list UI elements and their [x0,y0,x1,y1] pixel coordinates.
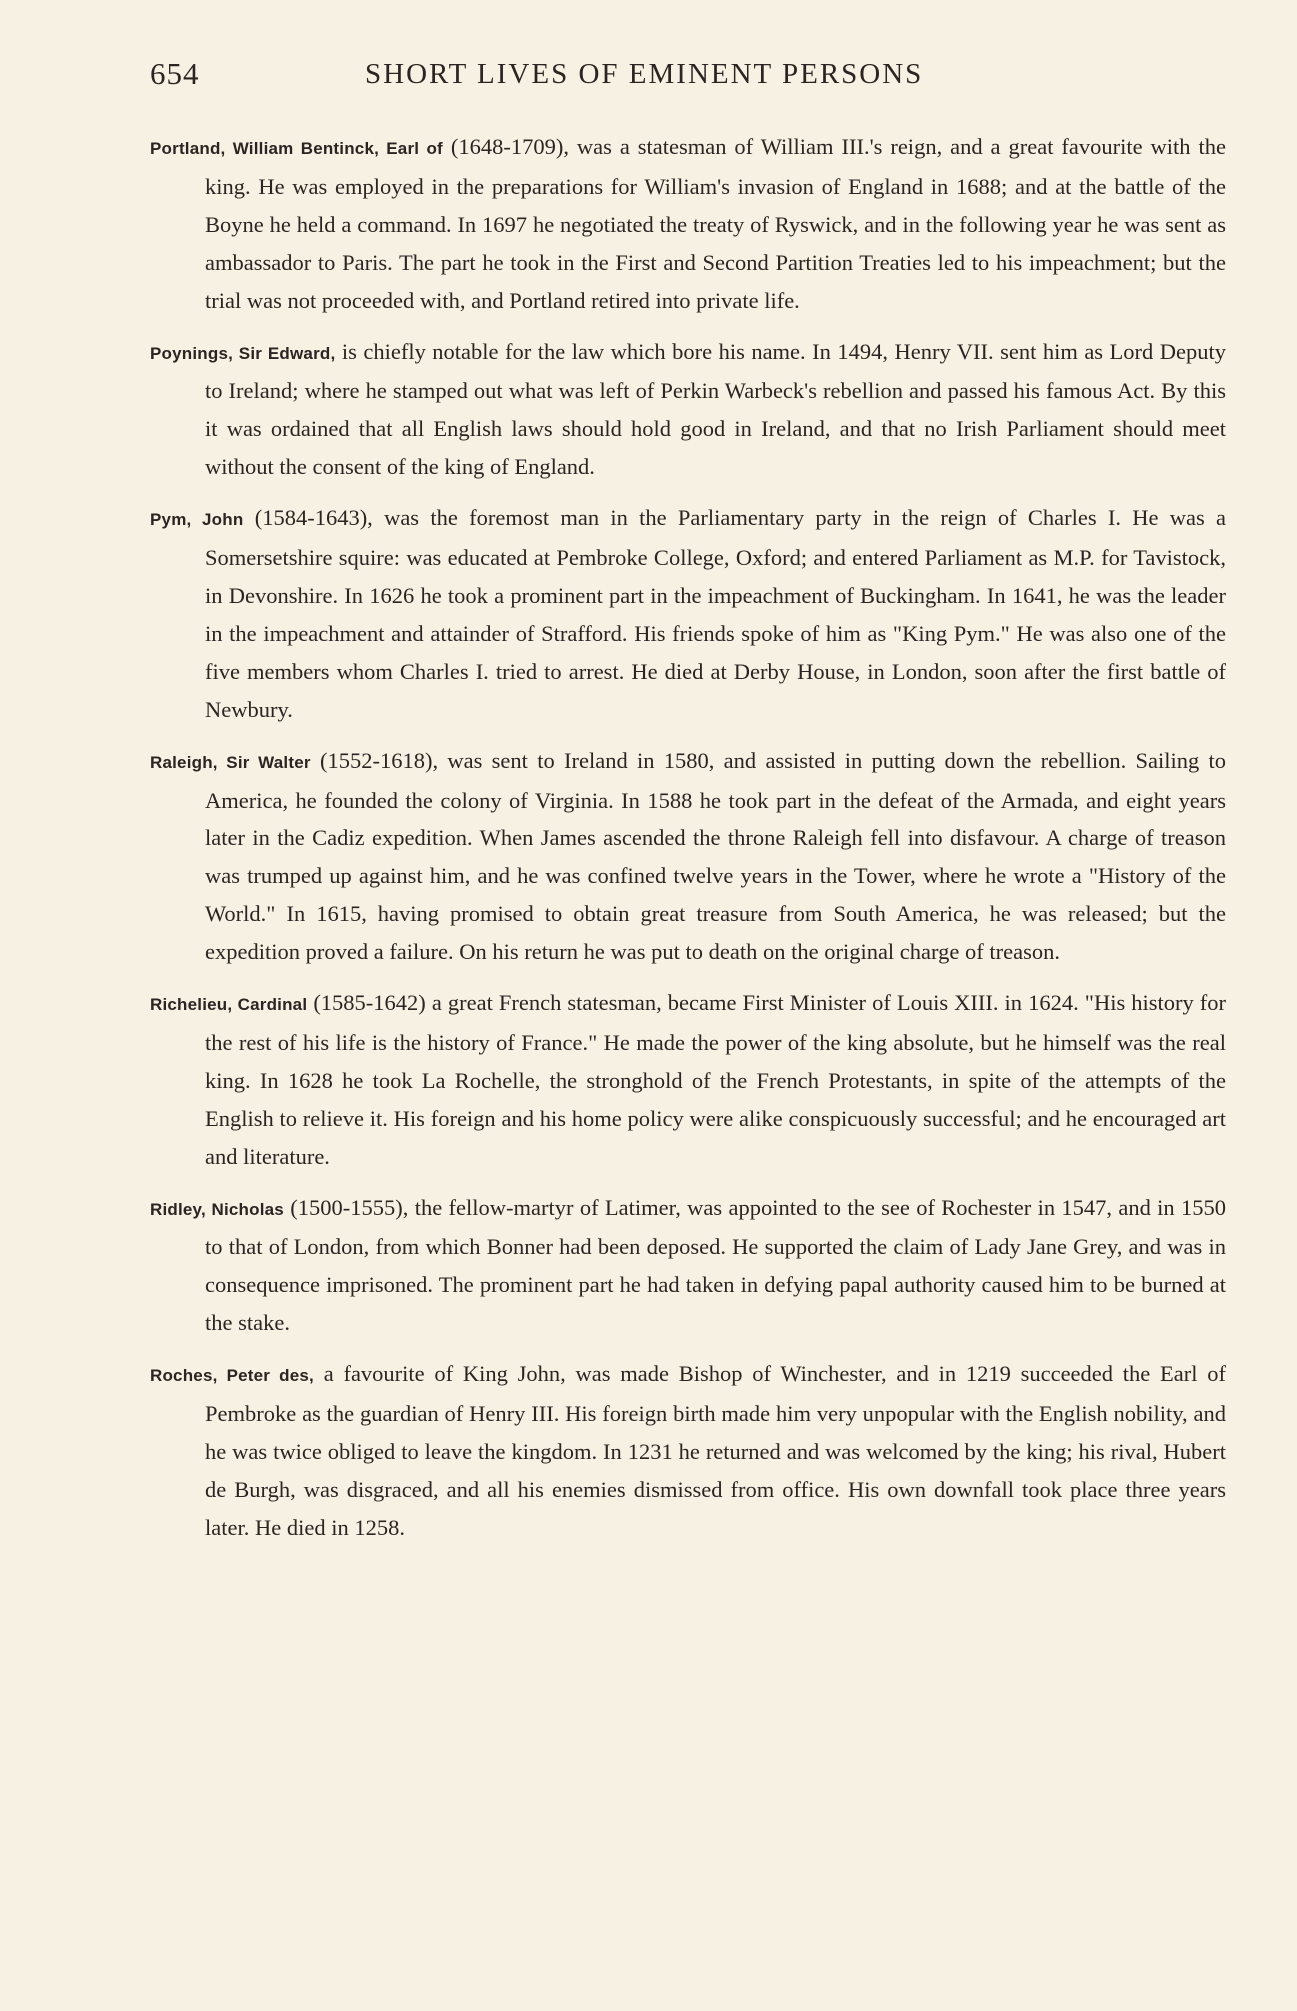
entry-headword: Portland, William Bentinck, Earl of [150,139,443,158]
entry-text: a favourite of King John, was made Bishop of Winchester, and in 1219 succeeded the Earl of Pembroke as the guardian of Henry III. His foreign birth made him very unpopular with the English nobility, and he was twice obliged to leave the kingdom. In 1231 he returned and was welcomed by the king; his rival, Hubert de Burgh, was disgraced, and all his enemies dismissed from office. His own downfall took place three years later. He died in 1258. [205,1361,1226,1540]
entry-text: (1500-1555), the fellow-martyr of Latimer, was appointed to the see of Rochester in 1547, and in 1550 to that of London, from which Bonner had been deposed. He supported the claim of Lady Jane Grey, and was in consequence imprisoned. The prominent part he had taken in defying papal authority caused him to be burned at the stake. [205,1194,1226,1336]
entry-ridley [150,1189,1226,1343]
running-title: SHORT LIVES OF EMINENT PERSONS [365,58,924,90]
entry-text: is chiefly notable for the law which bore his name. In 1494, Henry VII. sent him as Lord Deputy to Ireland; where he stamped out what was left of Perkin Warbeck's rebellion and passed his famous Act. By this it was ordained that all English laws should hold good in Ireland, and that no Irish Parliament should meet without the consent of the king of England. [205,338,1226,480]
entry-headword: Raleigh, Sir Walter [150,752,311,772]
entry-pym [150,499,1226,728]
entry-headword: Richelieu, Cardinal [150,995,308,1015]
entry-text: (1648-1709), was a statesman of William III.'s reign, and a great favourite with the king. He was employed in the preparations for William's invasion of England in 1688; and at the battle of the Boyne he held a command. In 1697 he negotiated the treaty of Ryswick, and in the following year he was sent as ambassador to Paris. The part he took in the First and Second Partition Treaties led to his impeachment; but the trial was not proceeded with, and Portland retired into private life. [205,134,1226,313]
entry-text: (1552-1618), was sent to Ireland in 1580, and assisted in putting down the rebellion. Sailing to America, he founded the colony of Virginia. In 1588 he took part in the defeat of the Armada, and eight years later in the Cadiz expedition. When James ascended the throne Raleigh fell into disfavour. A charge of treason was trumped up against him, and he was confined twelve years in the Tower, where he wrote a "History of the World." In 1615, having promised to obtain great treasure from South America, he was released; but the expedition proved a failure. On his return he was put to death on the original charge of treason. [205,747,1227,965]
running-head [150,56,1230,96]
entry-headword: Poynings, Sir Edward, [150,343,336,363]
page-number: 654 [150,56,200,91]
entry-text: (1584-1643), was the foremost man in the Parliamentary party in the reign of Charles I. He was a Somersetshire squire: was educated at Pembroke College, Oxford; and entered Parliament as M.P. for Tavistock, in Devonshire. In 1626 he took a prominent part in the impeachment of Buckingham. In 1641, he was the leader in the impeachment and attainder of Strafford. His friends spoke of him as "King Pym." He was also one of the five members whom Charles I. tried to arrest. He died at Derby House, in London, soon after the first battle of Newbury. [205,505,1227,722]
entry-richelieu [150,984,1226,1176]
entry-headword: Pym, John [150,510,244,530]
entry-text: (1585-1642) a great French statesman, became First Minister of Louis XIII. in 1624. "His history for the rest of his life is the history of France." He made the power of the king absolute, but he himself was the real king. In 1628 he took La Rochelle, the stronghold of the French Protestants, in spite of the attempts of the English to relieve it. His foreign and his home policy were alike conspicuously successful; and he encouraged art and literature. [205,990,1227,1169]
entry-portland [150,128,1226,320]
entry-poynings [150,333,1226,487]
entry-roches [150,1355,1226,1547]
entry-headword: Ridley, Nicholas [150,1199,284,1219]
entry-list [150,128,1226,1560]
entry-raleigh [150,742,1226,971]
entry-headword: Roches, Peter des, [150,1366,314,1386]
